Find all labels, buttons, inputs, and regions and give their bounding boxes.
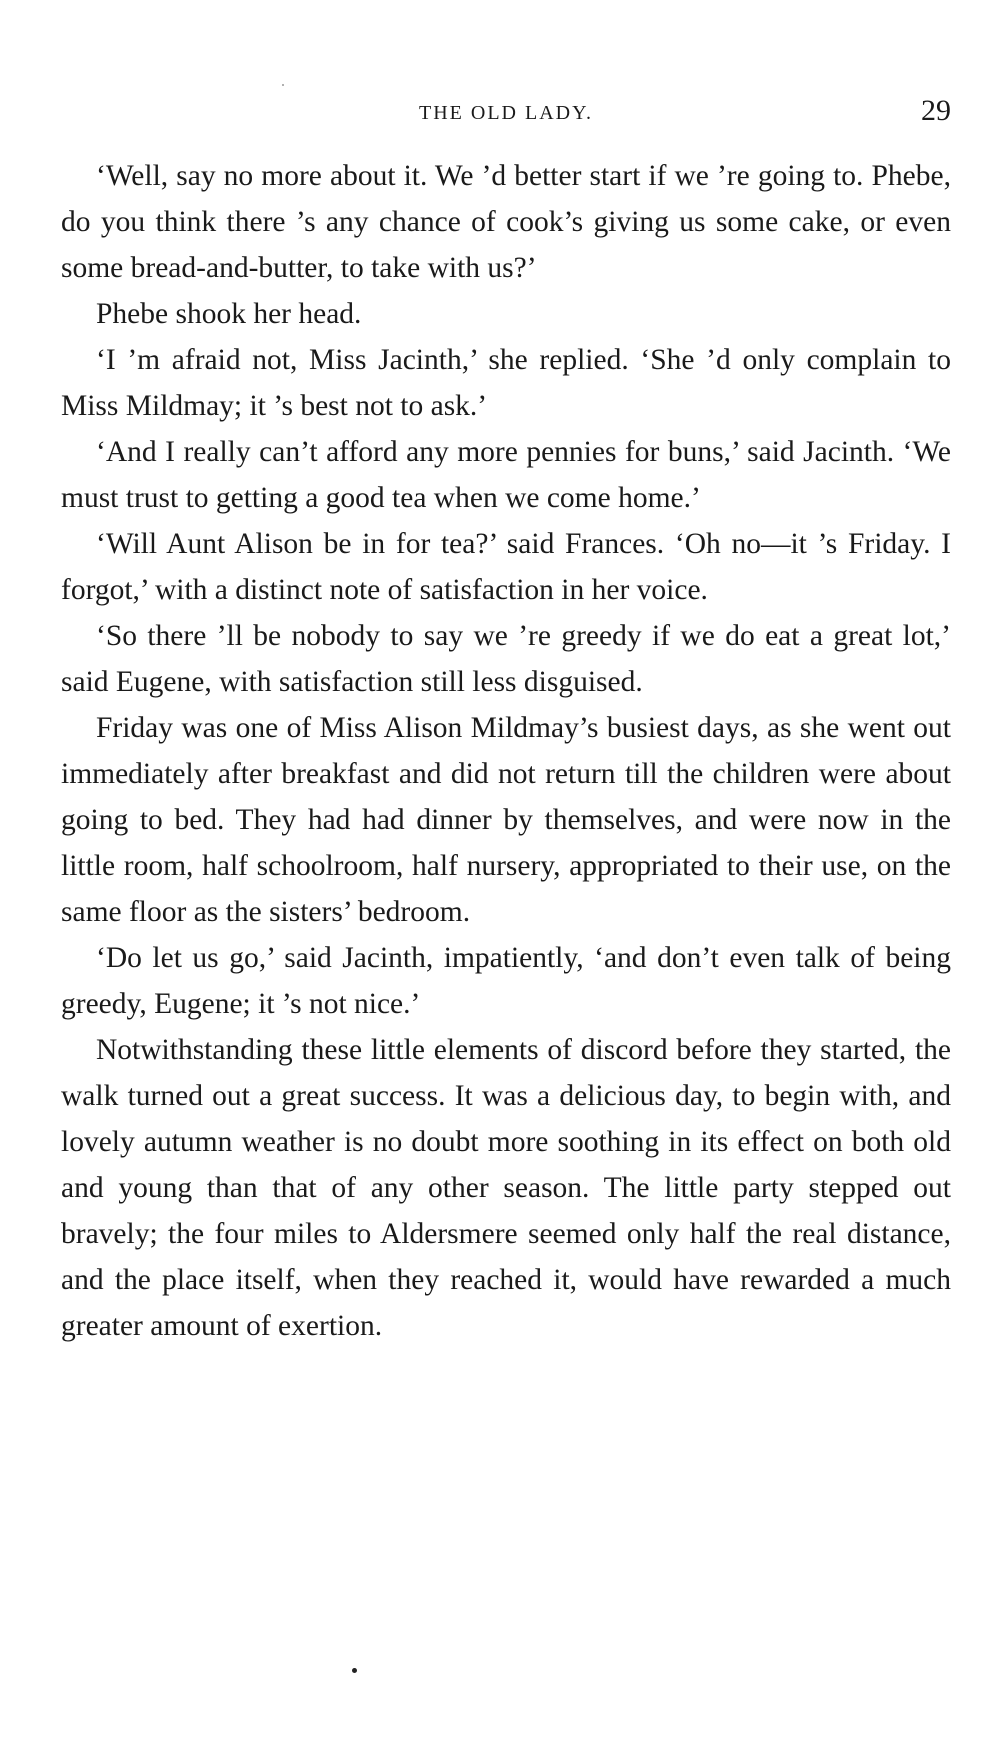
paragraph: ‘And I really can’t afford any more pennies for buns,’ said Jacinth. ‘We must trust to getting a good tea when we come home.’ [61,436,951,514]
page-number: 29 [921,94,951,127]
paragraph: ‘I ’m afraid not, Miss Jacinth,’ she replied. ‘She ’d only complain to Miss Mildmay; it ’s best not to ask.’ [61,344,951,422]
ink-speck [352,1668,357,1673]
paragraph: ‘So there ’ll be nobody to say we ’re greedy if we do eat a great lot,’ said Eugene, with satisfaction still less disguised. [61,620,951,698]
ink-speck [282,84,284,86]
paragraph: ‘Do let us go,’ said Jacinth, impatiently, ‘and don’t even talk of being greedy, Eugene; it ’s not nice.’ [61,942,951,1020]
body-text [61,153,951,1349]
running-head [61,94,951,134]
paragraph: Notwithstanding these little elements of discord before they started, the walk turned out a great success. It was a delicious day, to begin with, and lovely autumn weather is no doubt more soothing in its effect on both old and young than that of any other season. The little party stepped out bravely; the four miles to Aldersmere seemed only half the real distance, and the place itself, when they reached it, would have rewarded a much greater amount of exertion. [61,1034,951,1342]
paragraph: ‘Well, say no more about it. We ’d better start if we ’re going to. Phebe, do you think there ’s any chance of cook’s giving us some cake, or even some bread-and-butter, to take with us?’ [61,160,951,284]
paragraph: Friday was one of Miss Alison Mildmay’s busiest days, as she went out immediately after breakfast and did not return till the children were about going to bed. They had had dinner by themselves, and were now in the little room, half schoolroom, half nursery, appropriated to their use, on the same floor as the sisters’ bedroom. [61,712,951,928]
paragraph: Phebe shook her head. [96,298,362,330]
running-title: THE OLD LADY. [419,102,593,124]
paragraph: ‘Will Aunt Alison be in for tea?’ said Frances. ‘Oh no—it ’s Friday. I forgot,’ with a distinct note of satisfaction in her voice. [61,528,951,606]
